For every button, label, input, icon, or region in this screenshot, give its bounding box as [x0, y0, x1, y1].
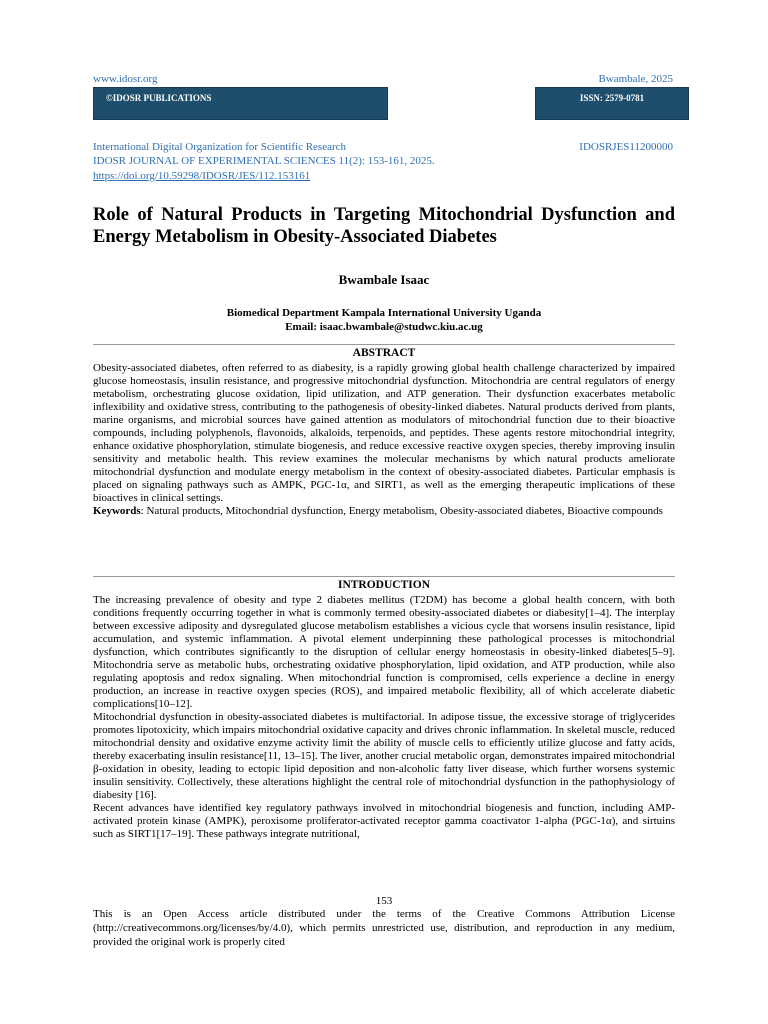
paragraph: Recent advances have identified key regulatory pathways involved in mitochondrial biogenesis and function, including AMP-activated protein kinase (AMPK), peroxisome proliferator-activated receptor gamma coactivator 1-alpha (PGC-1α), and sirtuins such as SIRT1[17–19]. These pathways integrate nutritional, — [93, 802, 675, 840]
author-name: Bwambale Isaac — [338, 272, 430, 287]
abstract-heading: ABSTRACT — [352, 347, 416, 359]
divider — [93, 576, 675, 577]
email: Email: isaac.bwambale@studwc.kiu.ac.ug — [285, 321, 483, 333]
affiliation-block — [0, 306, 768, 334]
abstract-text: Obesity-associated diabetes, often referred to as diabesity, is a rapidly growing global health challenge characterized by impaired glucose homeostasis, insulin resistance, and progressive mitochondrial dysfunction. Mitochondria are central regulators of energy metabolism, orchestrating glucose oxidation, lipid utilization, and ATP generation. Their dysfunction exacerbates metabolic inflexibility and oxidative stress, contributing to the pathogenesis of obesity-linked diabetes. Natural products derived from plants, marine organisms, and microbial sources have gained attention as modulators of mitochondrial function due to their bioactive compounds, including polyphenols, flavonoids, alkaloids, terpenoids, and peptides. These agents restore mitochondrial integrity, enhance oxidative phosphorylation, stimulate biogenesis, and reduce excessive reactive oxygen species, thereby improving insulin sensitivity and metabolic health. This review examines the molecular mechanisms by which natural products ameliorate mitochondrial dysfunction and modulate energy metabolism in the context of obesity-associated diabetes. Particular emphasis is placed on signaling pathways such as AMPK, PGC-1α, and SIRT1, as well as the emerging therapeutic implications of these bioactives in clinical settings. — [93, 362, 675, 504]
site-url[interactable]: www.idosr.org — [93, 73, 158, 85]
affiliation: Biomedical Department Kampala International University Uganda — [226, 307, 542, 319]
abstract-body — [93, 362, 675, 518]
issn-banner — [535, 87, 689, 120]
doi-link[interactable]: https://doi.org/10.59298/IDOSR/JES/112.153161 — [93, 170, 311, 182]
introduction-heading: INTRODUCTION — [337, 579, 430, 591]
journal-code: IDOSRJES11200000 — [579, 141, 673, 153]
paragraph: Mitochondrial dysfunction in obesity-associated diabetes is multifactorial. In adipose tissue, the excessive storage of triglycerides promotes lipotoxicity, which impairs mitochondrial oxidative capacity and drives chronic inflammation. In skeletal muscle, reduced mitochondrial density and oxidative enzyme activity limit the ability of muscle cells to efficiently utilize glucose and fatty acids, thereby exacerbating insulin resistance[11, 13–15]. The liver, another crucial metabolic organ, demonstrates impaired mitochondrial β-oxidation in obesity, leading to ectopic lipid deposition and non-alcoholic fatty liver disease, which further worsens systemic insulin sensitivity. Collectively, these alterations highlight the central role of mitochondrial dysfunction in the pathophysiology of diabesity [16]. — [93, 711, 675, 801]
divider — [93, 344, 675, 345]
issn-label: ISSN: 2579-0781 — [579, 93, 645, 103]
keywords — [93, 505, 675, 518]
journal-citation: IDOSR JOURNAL OF EXPERIMENTAL SCIENCES 11(2): 153-161, 2025. — [93, 155, 435, 167]
publisher-banner — [93, 87, 388, 120]
paper-title: Role of Natural Products in Targeting Mitochondrial Dysfunction and Energy Metabolism in Obesity-Associated Diabetes — [93, 205, 675, 247]
keywords-label: Keywords — [93, 505, 141, 517]
license-notice: This is an Open Access article distributed under the terms of the Creative Commons Attribution License (http://creativecommons.org/licenses/by/4.0), which permits unrestricted use, distribution, and reproduction in any medium, provided the original work is properly cited — [93, 908, 675, 948]
paragraph: The increasing prevalence of obesity and type 2 diabetes mellitus (T2DM) has become a global health concern, with both conditions frequently occurring together in what is commonly termed obesity-associated diabetes or diabesity[1–4]. The interplay between excessive adiposity and dysregulated glucose metabolism establishes a vicious cycle that worsens insulin resistance, lipid accumulation, and systemic inflammation. A pivotal element underpinning these pathological processes is mitochondrial dysfunction, which contributes significantly to the disruption of cellular energy homeostasis in obesity-linked diabetes[5–9]. Mitochondria serve as metabolic hubs, orchestrating oxidative phosphorylation, lipid oxidation, and ATP production, while also regulating apoptosis and redox signaling. When mitochondrial function is compromised, cells experience a decline in energy production, an increase in reactive oxygen species (ROS), and impaired metabolic flexibility, all of which accelerate diabetic complications[10–12]. — [93, 594, 675, 710]
page-number: 153 — [375, 895, 393, 907]
introduction-body — [93, 594, 675, 841]
journal-org: International Digital Organization for Scientific Research — [93, 141, 347, 153]
publisher-label: ©IDOSR PUBLICATIONS — [106, 93, 212, 103]
keywords-list: : Natural products, Mitochondrial dysfunction, Energy metabolism, Obesity-associated diabetes, Bioactive compounds — [140, 505, 663, 517]
author-year: Bwambale, 2025 — [598, 73, 673, 85]
